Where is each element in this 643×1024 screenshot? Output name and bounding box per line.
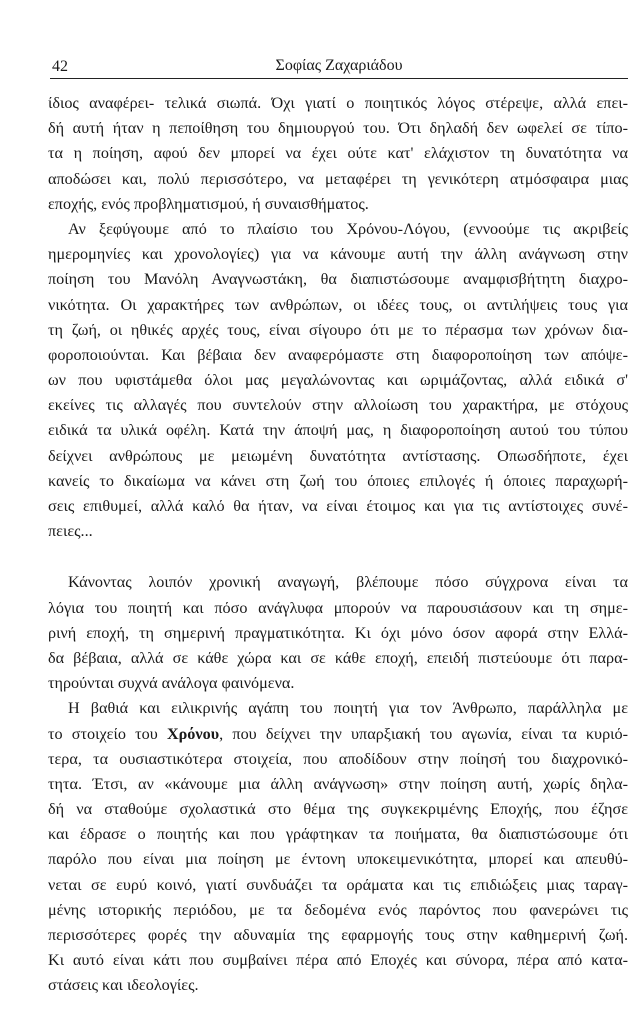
paragraph-1 <box>48 91 628 217</box>
text-line: δα βέβαια, αλλά σε κάθε χώρα και σε κάθε εποχή, επειδή πιστεύουμε ότι παρα- <box>48 648 628 667</box>
text-line: ποίηση του Μανόλη Αναγνωστάκη, θα διαπιστώσουμε αναμφισβήτητη διαχρο- <box>48 270 628 289</box>
text-line: εκείνες τις αλλαγές που συντελούν στην αλλοίωση του χαρακτήρα, με στόχους <box>48 396 628 415</box>
text-fragment: , που δείχνει την υπαρξιακή του αγωνία, είναι τα κυριό- <box>219 724 628 743</box>
section-gap <box>48 544 628 570</box>
text-line <box>48 722 628 747</box>
text-line: τα η ποίηση, αφού δεν μπορεί να έχει ούτε κατ' ελάχιστον τη δυνατότητα να <box>48 144 628 163</box>
text-line: ων που υφιστάμεθα όλοι μας μεγαλώνοντας και ωριμάζοντας, αλλά ειδικά σ' <box>48 371 628 390</box>
text-line: τερα, τα ουσιαστικότερα στοιχεία, που αποδίδουν στην ποίησή του διαχρονικό- <box>48 749 628 768</box>
text-line: σεις επιθυμεί, αλλά καλό θα ήταν, να είναι έτοιμος και για τις αντίστοιχες συνέ- <box>48 497 628 515</box>
text-line: ίδιος αναφέρει- τελικά σιωπά. Όχι γιατί ο ποιητικός λόγος στέρεψε, αλλά επει- <box>48 94 628 112</box>
body-text <box>48 91 628 999</box>
text-line: ημερομηνίες και χρονολογίες) για να κάνουμε αυτή την άλλη ανάγνωση στην <box>48 245 628 264</box>
text-line: ειδικά τα υλικά οφέλη. Κατά την άποψή μας, η διαφοροποίηση αυτού του τύπου <box>48 421 628 440</box>
bold-term: Χρόνου <box>166 724 220 743</box>
text-fragment: το στοιχείο του <box>48 724 167 743</box>
text-line: εποχής, ενός προβληματισμού, ή συναισθήματος. <box>48 194 369 213</box>
running-title: Σοφίας Ζαχαριάδου <box>275 57 403 74</box>
paragraph-3 <box>48 570 628 696</box>
running-header <box>50 56 628 79</box>
page-number: 42 <box>52 58 68 75</box>
text-line: Αν ξεφύγουμε από το πλαίσιο του Χρόνου-Λόγου, (εννοούμε τις ακριβείς <box>68 219 628 238</box>
text-line: τη ζωή, οι ηθικές αρχές τους, είναι σίγουρο ότι με το πέρασμα των χρόνων δια- <box>48 320 628 339</box>
text-line: τηρούνται συχνά ανάλογα φαινόμενα. <box>48 674 295 693</box>
text-line: νικότητα. Οι χαρακτήρες των ανθρώπων, οι ιδέες τους, οι αντιλήψεις τους για <box>48 295 628 314</box>
text-line: Κι αυτό είναι κάτι που συμβαίνει πέρα από Εποχές και σύνορα, πέρα από κατα- <box>48 951 628 970</box>
text-line: τητα. Έτσι, αν «κάνουμε μια άλλη ανάγνωση» στην ποίηση αυτή, χωρίς δηλα- <box>48 774 628 793</box>
text-line: πειες... <box>48 522 93 541</box>
text-line: και έδρασε ο ποιητής και που γράφτηκαν τα ποιήματα, θα διαπιστώσουμε ότι <box>48 825 628 844</box>
text-line: αποδώσει και, πολύ περισσότερο, να μεταφέρει τη γενικότερη ατμόσφαιρα μιας <box>48 169 628 188</box>
text-line: μένης ιστορικής περιόδου, με τα δεδομένα ενός παρόντος που φανερώνει τις <box>48 900 628 919</box>
text-line: δή αυτή ήταν η πεποίθηση του δημιουργού του. Ότι δηλαδή δεν ωφελεί σε τίπο- <box>48 119 628 138</box>
text-line: περισσότερες φορές την αδυναμία της εφαρμογής τους στην καθημερινή ζωή. <box>48 926 628 944</box>
text-line: δή να σταθούμε σχολαστικά στο θέμα της συγκεκριμένης Εποχής, που έζησε <box>48 800 628 819</box>
paragraph-4 <box>48 696 628 998</box>
text-line: στάσεις και ιδεολογίες. <box>48 976 199 995</box>
text-line: δείχνει ανθρώπους με μειωμένη δυνατότητα αντίστασης. Οπωσδήποτε, έχει <box>48 446 628 465</box>
paragraph-2 <box>48 217 628 544</box>
text-line: φοροποιούνται. Και βέβαια δεν αναφερόμαστε στη διαφοροποίηση των απόψε- <box>48 345 628 364</box>
text-line: λόγια του ποιητή και πόσο ανάγλυφα μπορούν να παρουσιάσουν και τη σημε- <box>48 598 628 617</box>
text-line: Κάνοντας λοιπόν χρονική αναγωγή, βλέπουμε πόσο σύγχρονα είναι τα <box>68 573 628 592</box>
text-line: Η βαθιά και ειλικρινής αγάπη του ποιητή για τον Άνθρωπο, παράλληλα με <box>68 699 628 718</box>
text-line: ρινή εποχή, τη σημερινή πραγματικότητα. Κι όχι μόνο όσον αφορά στην Ελλά- <box>48 623 628 642</box>
text-line: κανείς το δικαίωμα να κάνει στη ζωή του όποιες επιλογές ή όποιες παραχωρή- <box>48 471 628 490</box>
text-line: νεται σε ευρύ κοινό, γιατί συνδυάζει τα οράματα και τις επιδιώξεις μιας ταραγ- <box>48 875 628 894</box>
text-line: παρόλο που είναι μια ποίηση με έντονη υποκειμενικότητα, μπορεί και απευθύ- <box>48 850 628 869</box>
